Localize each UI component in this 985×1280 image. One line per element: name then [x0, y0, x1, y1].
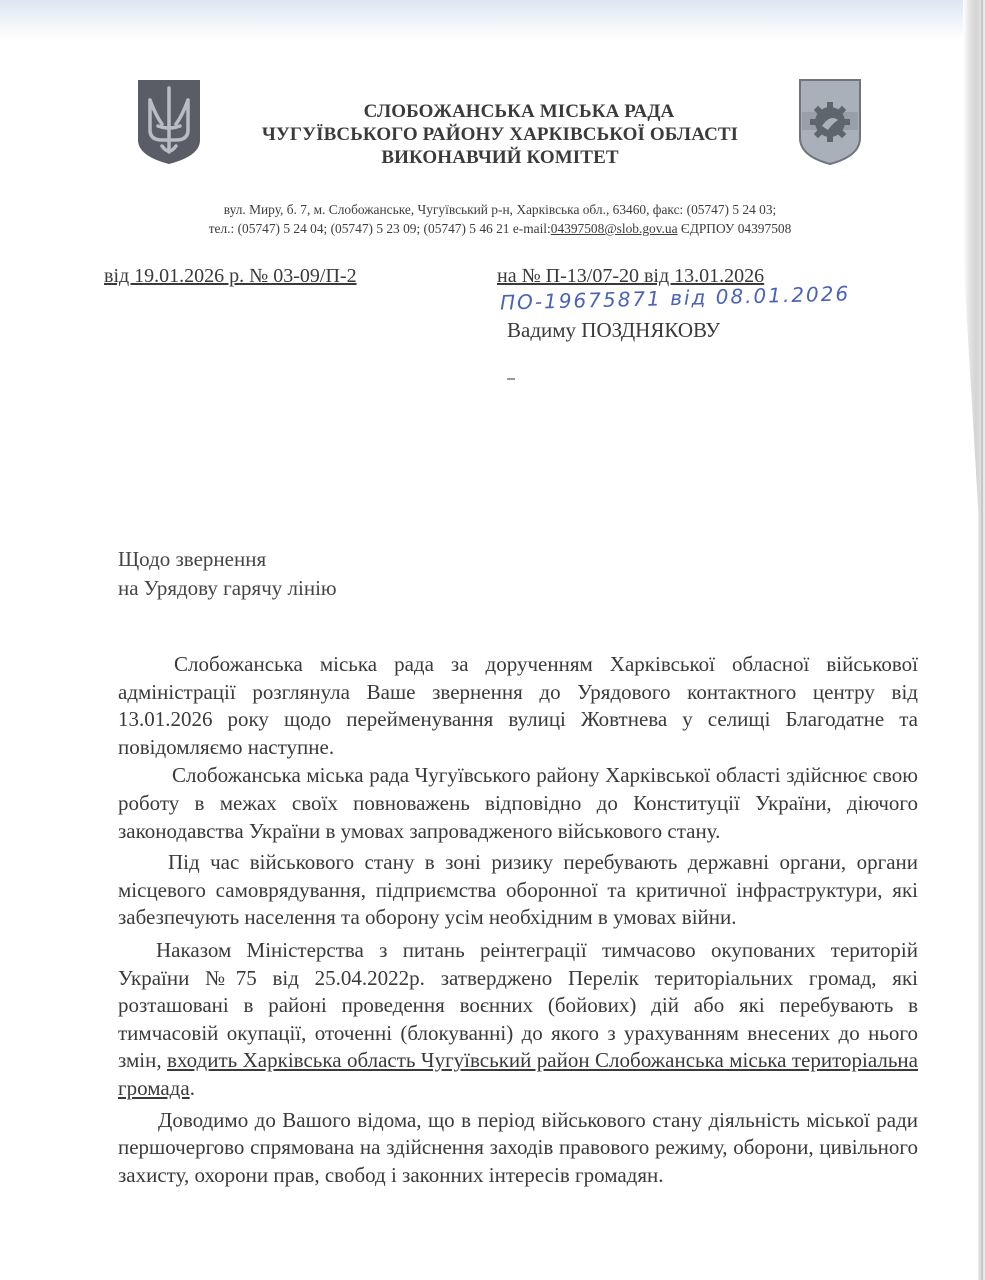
body-paragraph-3: Під час військового стану в зоні ризику перебувають державні органи, органи місцевого самоврядування, підприємства оборонної та критичної інфраструктури, які забезпечують населення та оборону усім необхідним в умовах війни. [118, 850, 918, 930]
body-paragraph-2: Слобожанська міська рада Чугуївського району Харківської області здійснює свою роботу в межах своїх повноважень відповідно до Конституції України, діючого законодавства України в умовах запровадженого військового стану. [118, 763, 918, 843]
body-paragraph-5: Доводимо до Вашого відома, що в період військового стану діяльність міської ради першочергово спрямована на здійснення заходів правового режиму, оборони, цивільного захисту, охорони прав, свобод і законних інтересів громадян. [118, 1107, 918, 1187]
outgoing-reference: від 19.01.2026 р. № 03-09/П-2 [104, 265, 357, 287]
scan-top-tint [0, 0, 985, 40]
letterhead-address [120, 200, 880, 238]
city-coat-of-arms-icon [798, 78, 862, 166]
contacts-line [120, 219, 880, 238]
edrpou-code: ЄДРПОУ 04397508 [677, 221, 792, 236]
letter-body [118, 651, 918, 1189]
district-name: ЧУГУЇВСЬКОГО РАЙОНУ ХАРКІВСЬКОЇ ОБЛАСТІ [261, 124, 739, 145]
scan-mark [507, 378, 515, 380]
page-edge-line [981, 0, 983, 1280]
handwritten-note: ПО-19675871 від 08.01.2026 [499, 281, 851, 315]
phone-numbers: тел.: (05747) 5 24 04; (05747) 5 23 09; (05747) 5 46 21 e-mail: [208, 221, 551, 236]
letter-subject [118, 545, 337, 603]
order-reference-text: Наказом Міністерства з питань реінтеграції тимчасово окупованих територій України №75 від 25.04.2022р. затверджено Перелік територіальних громад, які розташовані в районі проведення воєнних (бойових) дій або які перебувають в тимчасовій окупації, оточенні (блокуванні) до якого з урахуванням внесених до нього змін, [118, 937, 918, 1073]
email-link[interactable]: 04397508@slob.gov.ua [550, 221, 678, 236]
subject-line-2: на Урядову гарячу лінію [118, 576, 337, 600]
ukraine-trident-icon [136, 78, 202, 166]
body-paragraph-1: Слобожанська міська рада за дорученням Харківської обласної військової адміністрації розглянула Ваше звернення до Урядового контактного центру від 13.01.2026 року щодо перейменування вулиці Жовтнева у селищі Благодатне та повідомляємо наступне. [118, 652, 918, 759]
paragraph-end: . [189, 1075, 195, 1100]
recipient-name: Вадиму ПОЗДНЯКОВУ [507, 318, 721, 342]
subject-line-1: Щодо звернення [118, 547, 267, 571]
body-paragraph-4 [118, 937, 918, 1103]
council-name: СЛОБОЖАНСЬКА МІСЬКА РАДА [363, 101, 675, 122]
incoming-reference: на № П-13/07-20 від 13.01.2026 [497, 265, 765, 287]
letterhead-title [200, 100, 800, 169]
community-inclusion-text: входить Харківська область Чугуївський район Слобожанська міська територіальна громада [118, 1048, 918, 1100]
address-line: вул. Миру, б. 7, м. Слобожанське, Чугуївський р-н, Харківська обл., 63460, факс: (05747) 5 24 03; [223, 202, 777, 217]
executive-committee: ВИКОНАВЧИЙ КОМІТЕТ [381, 147, 619, 168]
